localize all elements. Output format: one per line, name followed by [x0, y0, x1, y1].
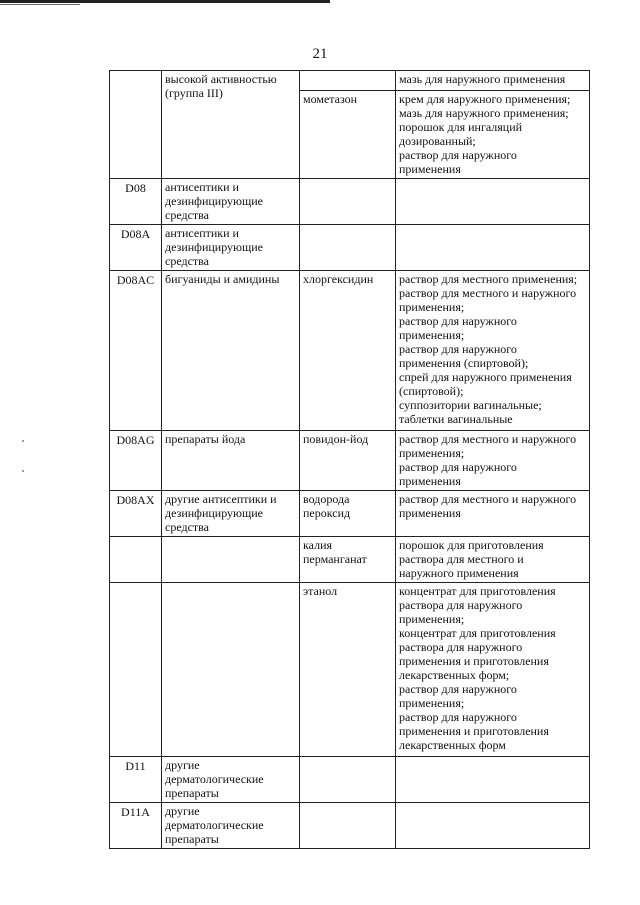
inn-cell: мометазон — [300, 91, 396, 179]
dosage-form-cell: крем для наружного применения; мазь для наружного применения; порошок для ингаляций дозированный; раствор для наружного применения — [396, 91, 590, 179]
drug-classification-table — [109, 70, 590, 849]
table-row — [110, 491, 590, 537]
scan-speck — [22, 470, 24, 472]
atc-code-cell — [110, 71, 162, 179]
inn-cell — [300, 225, 396, 271]
dosage-form-cell: порошок для приготовления раствора для местного и наружного применения — [396, 537, 590, 583]
inn-cell: повидон-йод — [300, 431, 396, 491]
atc-code-cell — [110, 537, 162, 583]
atc-code-cell: D11 — [110, 757, 162, 803]
inn-cell: водорода пероксид — [300, 491, 396, 537]
table-row — [110, 271, 590, 431]
table-row — [110, 179, 590, 225]
table-row — [110, 583, 590, 757]
dosage-form-cell — [396, 225, 590, 271]
group-name-cell — [162, 583, 300, 757]
atc-code-cell: D11A — [110, 803, 162, 849]
inn-cell — [300, 71, 396, 91]
dosage-form-cell — [396, 179, 590, 225]
inn-cell — [300, 179, 396, 225]
dosage-form-cell: раствор для местного применения; раствор для местного и наружного применения; раствор для наружного применения; раствор для наружного применения (спиртовой); спрей для наружного применения (спиртовой); суппозитории вагинальные; таблетки вагинальные — [396, 271, 590, 431]
scan-artifact-line — [0, 4, 80, 5]
scan-artifact-bar — [0, 0, 330, 3]
atc-code-cell: D08AX — [110, 491, 162, 537]
atc-code-cell: D08 — [110, 179, 162, 225]
dosage-form-cell: раствор для местного и наружного применения — [396, 491, 590, 537]
atc-code-cell — [110, 583, 162, 757]
table-row — [110, 71, 590, 91]
page-number: 21 — [312, 46, 328, 62]
group-name-cell: антисептики и дезинфицирующие средства — [162, 179, 300, 225]
group-name-cell: другие дерматологические препараты — [162, 757, 300, 803]
group-name-cell — [162, 537, 300, 583]
table-row — [110, 803, 590, 849]
atc-code-cell: D08AC — [110, 271, 162, 431]
atc-code-cell: D08A — [110, 225, 162, 271]
dosage-form-cell — [396, 803, 590, 849]
table-row — [110, 431, 590, 491]
atc-code-cell: D08AG — [110, 431, 162, 491]
table-row — [110, 537, 590, 583]
table-row — [110, 757, 590, 803]
group-name-cell: антисептики и дезинфицирующие средства — [162, 225, 300, 271]
scan-speck — [22, 440, 24, 442]
group-name-cell: другие дерматологические препараты — [162, 803, 300, 849]
inn-cell — [300, 757, 396, 803]
group-name-cell: бигуаниды и амидины — [162, 271, 300, 431]
dosage-form-cell: мазь для наружного применения — [396, 71, 590, 91]
inn-cell — [300, 803, 396, 849]
inn-cell: калия перманганат — [300, 537, 396, 583]
group-name-cell: другие антисептики и дезинфицирующие средства — [162, 491, 300, 537]
dosage-form-cell — [396, 757, 590, 803]
group-name-cell: высокой активностью (группа III) — [162, 71, 300, 179]
dosage-form-cell: концентрат для приготовления раствора для наружного применения; концентрат для приготовления раствора для наружного применения и приготовления лекарственных форм; раствор для наружного применения; раствор для наружного применения и приготовления лекарственных форм — [396, 583, 590, 757]
dosage-form-cell: раствор для местного и наружного применения; раствор для наружного применения — [396, 431, 590, 491]
group-name-cell: препараты йода — [162, 431, 300, 491]
table-row — [110, 225, 590, 271]
inn-cell: хлоргексидин — [300, 271, 396, 431]
inn-cell: этанол — [300, 583, 396, 757]
